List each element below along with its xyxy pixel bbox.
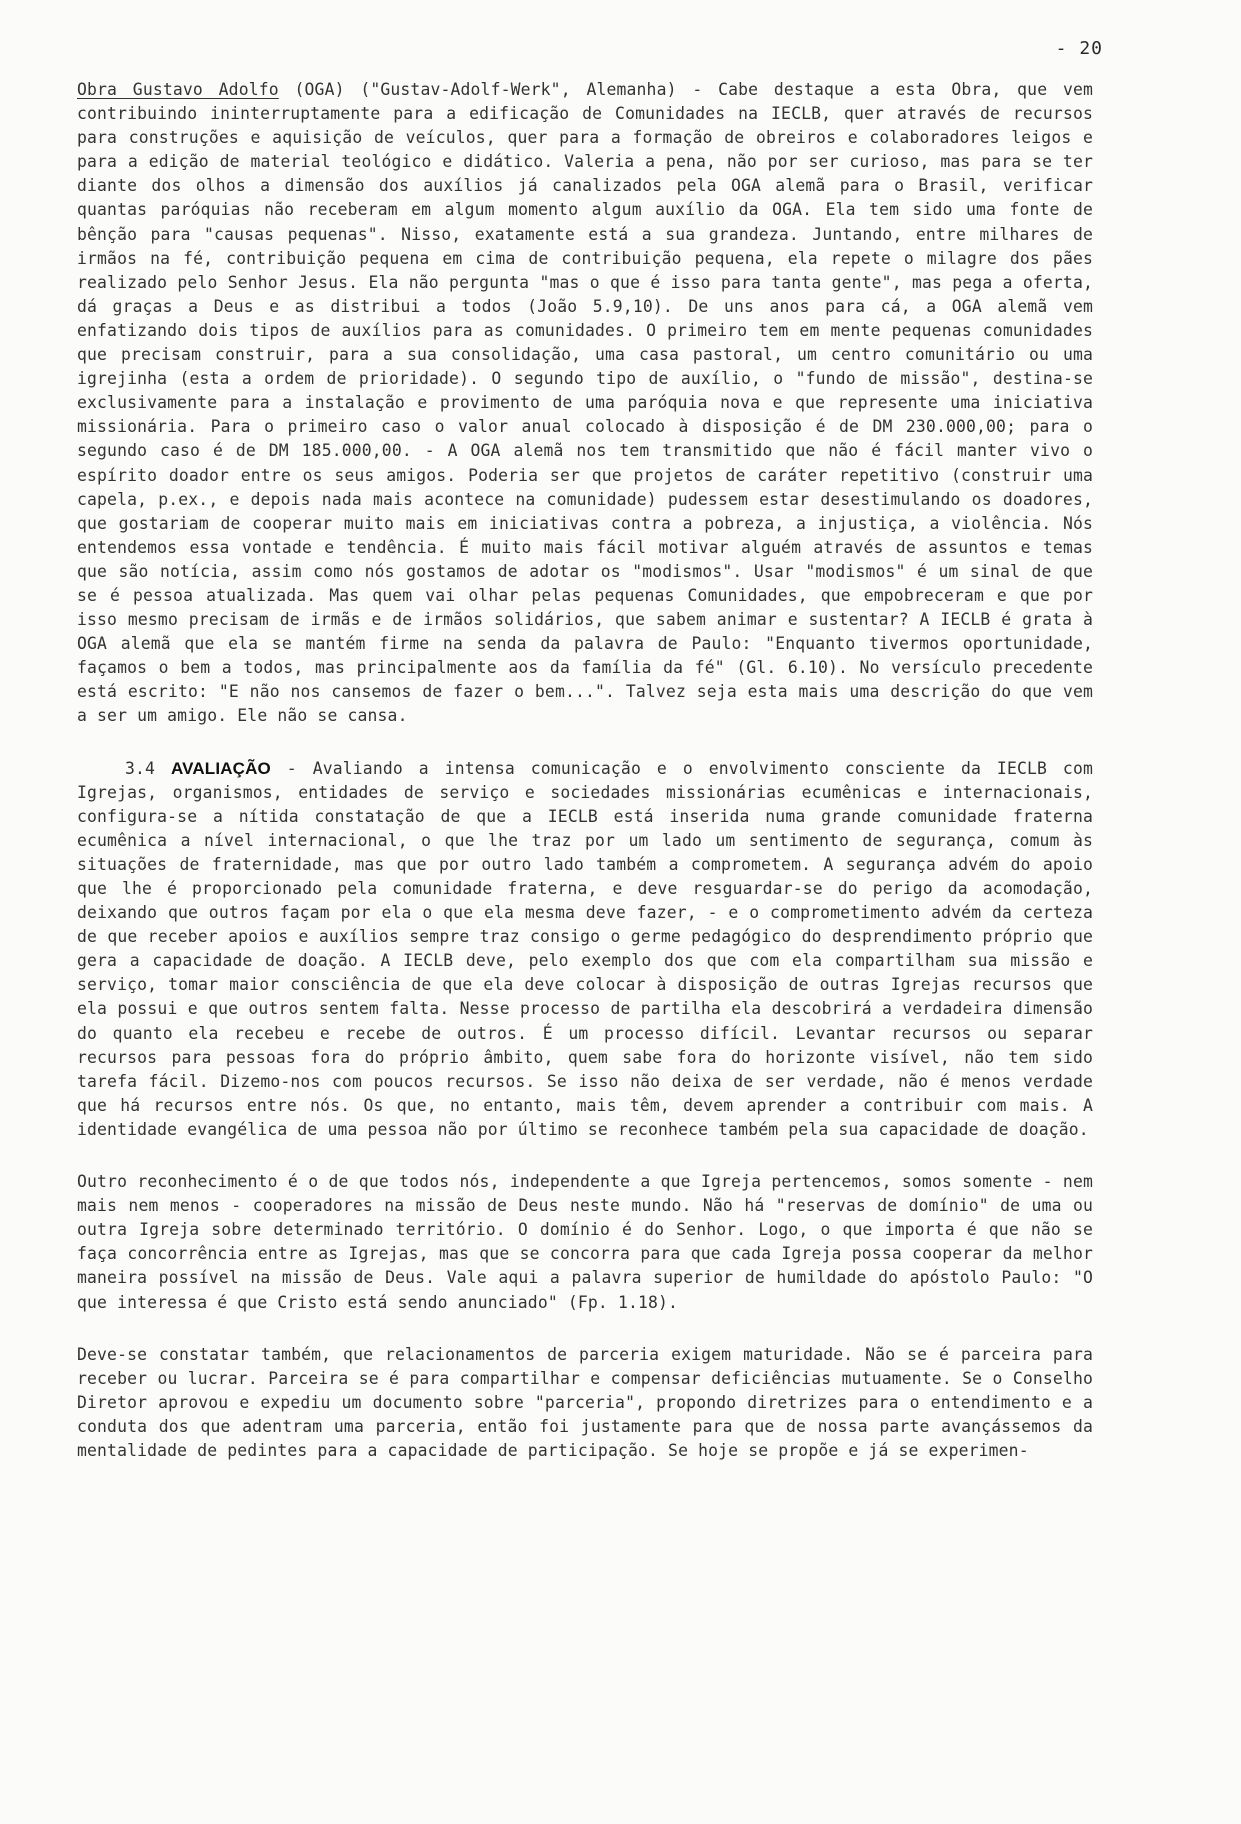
paragraph-oga-text: (OGA) ("Gustav-Adolf-Werk", Alemanha) - Cabe destaque a esta Obra, que vem contribuindo ininterruptamente para a edificação de Comunidades na IECLB, quer através de recursos para construções e aquisição de veículos, quer para a formação de obreiros e colaboradores leigos e para a edição de material teológico e didático. Valeria a pena, não por ser curioso, mas para se ter diante dos olhos a dimensão dos auxílios já canalizados pela OGA alemã para o Brasil, verificar quantas paróquias não receberam em algum momento algum auxílio da OGA. Ela tem sido uma fonte de bênção para "causas pequenas". Nisso, exatamente está a sua grandeza. Juntando, entre milhares de irmãos na fé, contribuição pequena em cima de contribuição pequena, ela repete o milagre dos pães realizado pelo Senhor Jesus. Ela não pergunta "mas o que é isso para tanta gente", mas pega a oferta, dá graças a Deus e as distribui a todos (João 5.9,10). De uns anos para cá, a OGA alemã vem enfatizando dois tipos de auxílios para as comunidades. O primeiro tem em mente pequenas comunidades que precisam construir, para a sua consolidação, uma casa pastoral, um centro comunitário ou uma igrejinha (esta a ordem de prioridade). O segundo tipo de auxílio, o "fundo de missão", destina-se exclusivamente para a instalação e provimento de uma paróquia nova e que represente uma iniciativa missionária. Para o primeiro caso o valor anual colocado à disposição é de DM 230.000,00; para o segundo caso é de DM 185.000,00. - A OGA alemã nos tem transmitido que não é fácil manter vivo o espírito doador entre os seus amigos. Poderia ser que projetos de caráter repetitivo (construir uma capela, p.ex., e depois nada mais acontece na comunidade) pudessem estar desestimulando os doadores, que gostariam de cooperar muito mais em iniciativas contra a pobreza, a injustiça, a violência. Nós entendemos essa vontade e tendência. É muito mais fácil motivar alguém através de assuntos e temas que são notícia, assim como nós gostamos de adotar os "modismos". Usar "modismos" é um sinal de que se é pessoa atualizada. Mas quem vai olhar pelas pequenas Comunidades, que empobreceram e que por isso mesmo precisam de irmãs e de irmãos solidários, que sabem animar e sustentar? A IECLB é grata à OGA alemã que ela se mantém firme na senda da palavra de Paulo: "Enquanto tivermos oportunidade, façamos o bem a todos, mas principalmente aos da família da fé" (Gl. 6.10). No versículo precedente está escrito: "E não nos cansemos de fazer o bem...". Talvez seja esta mais uma descrição do que vem a ser um amigo. Ele não se cansa. bbox=[77, 80, 1093, 726]
page-number: - 20 bbox=[1055, 38, 1103, 59]
oga-heading: Obra Gustavo Adolfo bbox=[77, 80, 279, 99]
document-body bbox=[77, 78, 1093, 1463]
section-title: AVALIAÇÃO bbox=[170, 758, 271, 778]
paragraph-parceria: Deve-se constatar também, que relacionamentos de parceria exigem maturidade. Não se é parceira para receber ou lucrar. Parceira se é para compartilhar e compensar deficiências mutuamente. Se o Conselho Diretor aprovou e expediu um documento sobre "parceria", propondo diretrizes para o entendimento e a conduta dos que adentram uma parceria, então foi justamente para que de nossa parte avançássemos da mentalidade de pedintes para a capacidade de participação. Se hoje se propõe e já se experimen- bbox=[77, 1344, 1093, 1460]
paragraph-reconhecimento: Outro reconhecimento é o de que todos nós, independente a que Igreja pertencemos, somos somente - nem mais nem menos - cooperadores na missão de Deus neste mundo. Não há "reservas de domínio" de uma ou outra Igreja sobre determinado território. O domínio é do Senhor. Logo, o que importa é que não se faça concorrência entre as Igrejas, mas que se concorra para que cada Igreja possa cooperar da melhor maneira possível na missão de Deus. Vale aqui a palavra superior de humildade do apóstolo Paulo: "O que interessa é que Cristo está sendo anunciado" (Fp. 1.18). bbox=[77, 1172, 1093, 1312]
paragraph-avaliacao-text: - Avaliando a intensa comunicação e o envolvimento consciente da IECLB com Igrejas, organismos, entidades de serviço e sociedades missionárias ecumênicas e internacionais, configura-se a nítida constatação de que a IECLB está inserida numa grande comunidade fraterna ecumênica a nível internacional, o que lhe traz por um lado um sentimento de segurança, comum às situações de fraternidade, mas que por outro lado também a comprometem. A segurança advém do apoio que lhe é proporcionado pela comunidade fraterna, e deve resguardar-se do perigo da acomodação, deixando que outros façam por ela o que ela mesma deve fazer, - e o comprometimento advém da certeza de que receber apoios e auxílios sempre traz consigo o germe pedagógico do desprendimento próprio que gera a capacidade de doação. A IECLB deve, pelo exemplo dos que com ela compartilham sua missão e serviço, tomar maior consciência de que ela deve colocar à disposição de outras Igrejas recursos que ela possui e que outros sentem falta. Nesse processo de partilha ela descobrirá a verdadeira dimensão do quanto ela recebeu e recebe de outros. É um processo difícil. Levantar recursos ou separar recursos para pessoas fora do próprio âmbito, quem sabe fora do horizonte visível, não tem sido tarefa fácil. Dizemo-nos com poucos recursos. Se isso não deixa de ser verdade, não é menos verdade que há recursos entre nós. Os que, no entanto, mais têm, devem aprender a contribuir com mais. A identidade evangélica de uma pessoa não por último se reconhece também pela sua capacidade de doação. bbox=[77, 758, 1093, 1139]
section-number: 3.4 bbox=[125, 758, 156, 778]
paragraph-avaliacao bbox=[77, 757, 1093, 1143]
paragraph-oga bbox=[77, 78, 1093, 729]
